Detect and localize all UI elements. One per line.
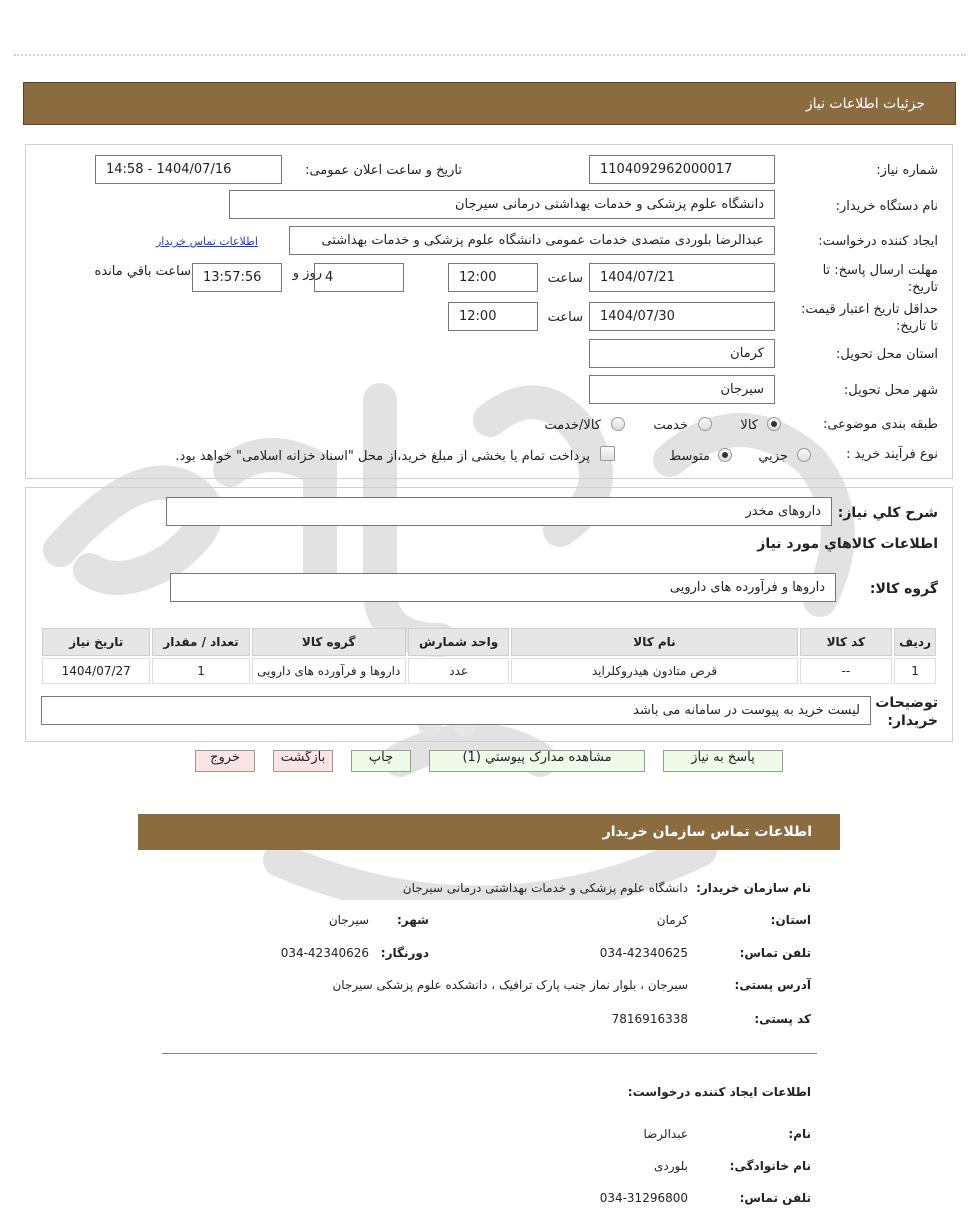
- contact-divider: [162, 1053, 817, 1054]
- remaining-time-field: 13:57:56: [192, 263, 282, 292]
- price-validity-label-2: تا تاریخ:: [896, 319, 938, 334]
- col-row: رديف: [894, 628, 936, 656]
- creator-phone-label: تلفن تماس:: [739, 1191, 811, 1205]
- cell-row: 1: [894, 658, 936, 684]
- goods-group-field[interactable]: داروها و فرآورده های دارویی: [170, 573, 836, 602]
- goods-table-header: [42, 628, 936, 656]
- col-name: نام کالا: [511, 628, 797, 656]
- contact-header-bar: [138, 814, 840, 850]
- cell-date: 1404/07/27: [42, 658, 150, 684]
- category-option-goods: کالا: [740, 418, 758, 433]
- cell-name: قرص متادون هیدروکلراید: [511, 658, 797, 684]
- creator-phone-value: 034-31296800: [599, 1191, 688, 1205]
- goods-heading: اطلاعات کالاهاي مورد نیاز: [757, 536, 938, 552]
- need-number-field[interactable]: 1104092962000017: [589, 155, 775, 184]
- price-validity-date-field[interactable]: 1404/07/30: [589, 302, 775, 331]
- category-radio-goods[interactable]: [767, 417, 781, 431]
- contact-phone-value: 034-42340625: [599, 946, 688, 960]
- days-label: روز و: [292, 266, 322, 281]
- buyer-contact-link[interactable]: اطلاعات تماس خریدار: [156, 235, 258, 248]
- col-qty: تعداد / مقدار: [152, 628, 249, 656]
- category-option-service: خدمت: [653, 418, 688, 433]
- creator-family-value: بلوردی: [653, 1159, 688, 1173]
- process-option-medium: متوسط: [669, 449, 710, 464]
- buyer-notes-field[interactable]: لیست خرید به پیوست در سامانه می باشد: [41, 696, 871, 725]
- creator-name-label: نام:: [788, 1127, 811, 1141]
- creator-title: اطلاعات ایجاد کننده درخواست:: [627, 1085, 811, 1099]
- reply-deadline-label-1: مهلت ارسال پاسخ: تا: [822, 263, 938, 278]
- category-label: طبقه بندی موضوعی:: [822, 417, 938, 432]
- province-label: استان محل تحویل:: [836, 347, 938, 362]
- treasury-note: پرداخت تمام یا بخشی از مبلغ خرید،از محل "اسناد خزانه اسلامی" خواهد بود.: [175, 449, 590, 464]
- goods-group-label: گروه کالا:: [869, 581, 938, 597]
- category-radio-both[interactable]: [611, 417, 625, 431]
- col-date: تاریخ نیاز: [42, 628, 150, 656]
- back-button[interactable]: بازگشت: [273, 750, 333, 772]
- reply-time-label: ساعت: [547, 271, 583, 286]
- creator-family-label: نام خانوادگی:: [729, 1159, 811, 1173]
- contact-phone-label: تلفن تماس:: [739, 946, 811, 960]
- contact-fax-label: دورنگار:: [380, 946, 429, 960]
- col-unit: واحد شمارش: [408, 628, 510, 656]
- print-button[interactable]: چاپ: [351, 750, 411, 772]
- contact-city-label: شهر:: [397, 913, 429, 927]
- requester-label: ایجاد کننده درخواست:: [818, 234, 938, 249]
- view-documents-button[interactable]: مشاهده مدارک پیوستي (1): [429, 750, 645, 772]
- cell-unit: عدد: [408, 658, 510, 684]
- reply-button[interactable]: پاسخ به نیاز: [663, 750, 783, 772]
- top-dotted-divider: [14, 54, 966, 56]
- contact-address-label: آدرس پستی:: [734, 978, 811, 992]
- need-number-label: شماره نیاز:: [876, 163, 938, 178]
- contact-province-value: کرمان: [656, 913, 688, 927]
- contact-city-value: سیرجان: [328, 913, 369, 927]
- price-validity-time-label: ساعت: [547, 310, 583, 325]
- details-header-title: جزئیات اطلاعات نیاز: [805, 96, 925, 112]
- category-radio-service[interactable]: [698, 417, 712, 431]
- cell-code: --: [800, 658, 893, 684]
- buyer-notes-label-2: خریدار:: [887, 713, 938, 729]
- process-radio-minor[interactable]: [797, 448, 811, 462]
- province-field[interactable]: کرمان: [589, 339, 775, 368]
- process-radio-medium[interactable]: [718, 448, 732, 462]
- announce-datetime-field[interactable]: 1404/07/16 - 14:58: [95, 155, 282, 184]
- buyer-org-field[interactable]: دانشگاه علوم پزشکی و خدمات بهداشتی درمانی سیرجان: [229, 190, 775, 219]
- reply-deadline-date-field[interactable]: 1404/07/21: [589, 263, 775, 292]
- table-row[interactable]: [42, 658, 936, 684]
- exit-button[interactable]: خروج: [195, 750, 255, 772]
- price-validity-label-1: حداقل تاریخ اعتبار قیمت:: [800, 302, 938, 317]
- reply-deadline-label-2: تاریخ:: [907, 280, 938, 295]
- process-option-minor: جزيي: [758, 449, 788, 464]
- contact-postal-label: کد پستی:: [754, 1012, 811, 1026]
- buyer-notes-label-1: توضیحات: [875, 695, 938, 711]
- contact-postal-value: 7816916338: [611, 1012, 688, 1026]
- contact-org-label: نام سازمان خریدار:: [696, 881, 811, 895]
- contact-org-value: دانشگاه علوم پزشکی و خدمات بهداشتی درمانی سیرجان: [402, 881, 688, 895]
- process-label: نوع فرآیند خرید :: [846, 447, 938, 462]
- contact-fax-value: 034-42340626: [280, 946, 369, 960]
- summary-label: شرح کلي نیاز:: [837, 505, 938, 521]
- goods-table: [40, 626, 938, 686]
- price-validity-time-field[interactable]: 12:00: [448, 302, 538, 331]
- details-header-bar: [23, 82, 956, 125]
- city-field[interactable]: سیرجان: [589, 375, 775, 404]
- contact-province-label: استان:: [770, 913, 811, 927]
- contact-header-title: اطلاعات تماس سازمان خریدار: [602, 824, 812, 840]
- remaining-days-field: 4: [314, 263, 404, 292]
- cell-qty: 1: [152, 658, 249, 684]
- col-code: کد کالا: [800, 628, 893, 656]
- summary-field[interactable]: داروهای مخدر: [166, 497, 832, 526]
- contact-address-value: سیرجان ، بلوار نماز جنب پارک ترافیک ، دانشکده علوم پزشکی سیرجان: [332, 978, 688, 992]
- buyer-org-label: نام دستگاه خریدار:: [835, 199, 938, 214]
- announce-datetime-label: تاریخ و ساعت اعلان عمومی:: [305, 163, 462, 178]
- treasury-checkbox[interactable]: [600, 446, 615, 461]
- cell-group: داروها و فرآورده های دارویی: [252, 658, 406, 684]
- creator-name-value: عبدالرضا: [643, 1127, 688, 1141]
- city-label: شهر محل تحویل:: [843, 383, 938, 398]
- col-group: گروه کالا: [252, 628, 406, 656]
- category-option-both: کالا/خدمت: [544, 418, 601, 433]
- reply-deadline-time-field[interactable]: 12:00: [448, 263, 538, 292]
- requester-field[interactable]: عبدالرضا بلوردی متصدی خدمات عمومی دانشگاه علوم پزشکی و خدمات بهداشتی: [289, 226, 775, 255]
- remaining-label: ساعت باقي مانده: [94, 264, 191, 279]
